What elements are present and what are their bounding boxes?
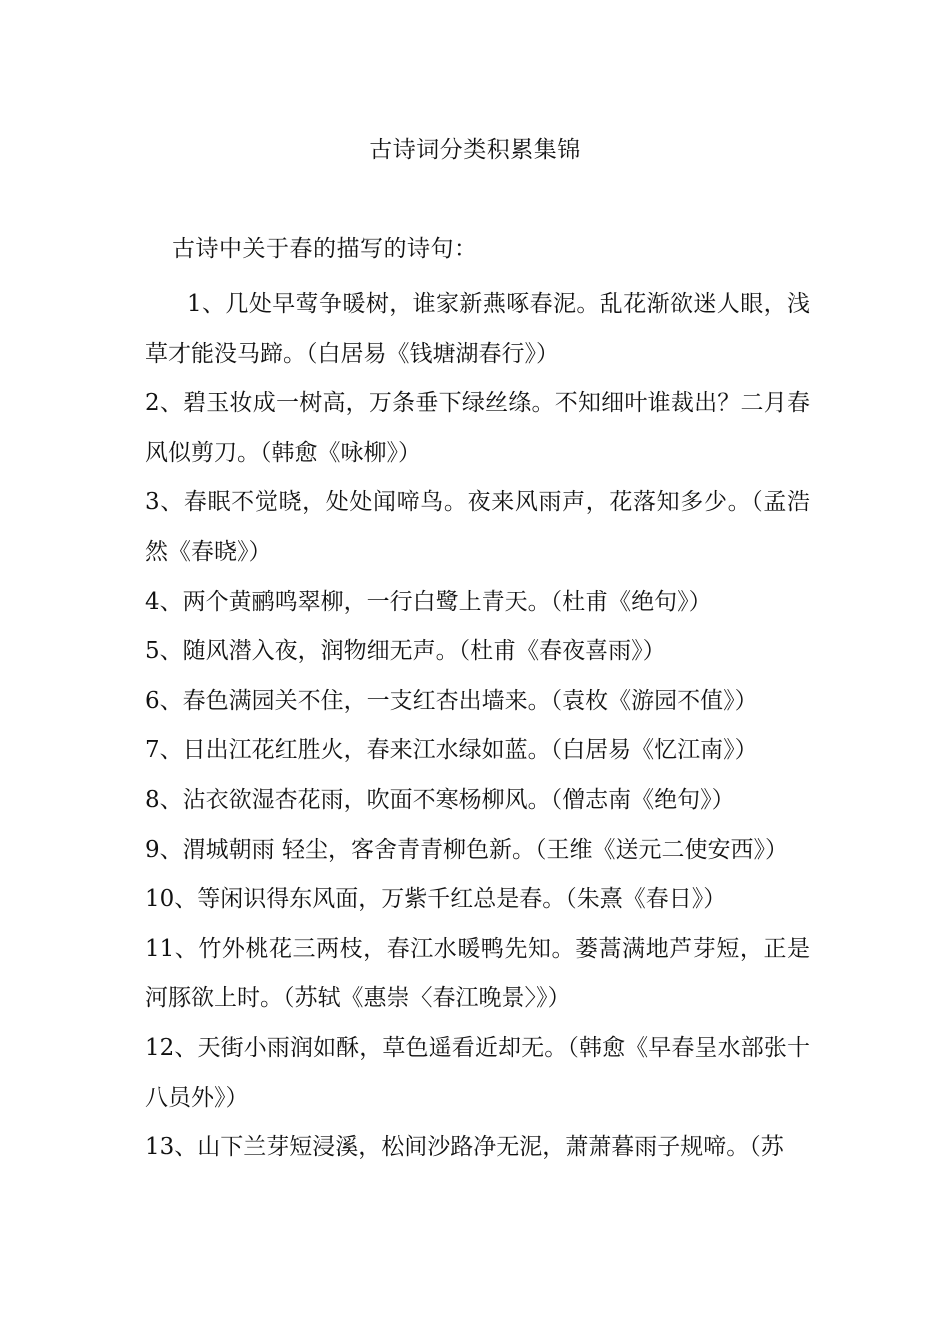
poem-item-2: 2、碧玉妆成一树高，万条垂下绿丝绦。不知细叶谁裁出？二月春风似剪刀。（韩愈《咏柳》）	[145, 390, 810, 466]
poem-item-3: 3、春眠不觉晓，处处闻啼鸟。夜来风雨声，花落知多少。（孟浩然《春晓》）	[145, 489, 810, 565]
poem-item-9: 9、渭城朝雨 轻尘，客舍青青柳色新。（王维《送元二使安西》）	[145, 836, 788, 863]
poem-item-12: 12、天街小雨润如酥，草色遥看近却无。（韩愈《早春呈水部张十八员外》）	[145, 1034, 810, 1111]
section-heading: 古诗中关于春的描写的诗句：	[172, 236, 478, 262]
poem-item-7: 7、日出江花红胜火，春来江水绿如蓝。（白居易《忆江南》）	[145, 737, 758, 764]
poem-item-10: 10、等闲识得东风面，万紫千红总是春。（朱熹《春日》）	[145, 886, 727, 913]
poem-item-5: 5、随风潜入夜，润物细无声。（杜甫《春夜喜雨》）	[145, 638, 666, 665]
document-title: 古诗词分类积累集锦	[369, 137, 581, 163]
poem-list	[145, 280, 810, 1173]
poem-item-13: 13、山下兰芽短浸溪，松间沙路净无泥，萧萧暮雨子规啼。（苏	[145, 1134, 784, 1161]
poem-item-11: 11、竹外桃花三两枝，春江水暖鸭先知。蒌蒿满地芦芽短，正是河豚欲上时。（苏轼《惠崇〈春江晚景〉》）	[145, 935, 810, 1012]
poem-item-4: 4、两个黄鹂鸣翠柳，一行白鹭上青天。（杜甫《绝句》）	[145, 588, 712, 615]
poem-item-8: 8、沾衣欲湿杏花雨，吹面不寒杨柳风。（僧志南《绝句》）	[145, 786, 735, 813]
poem-item-1: 1、几处早莺争暖树，谁家新燕啄春泥。乱花渐欲迷人眼，浅草才能没马蹄。（白居易《钱塘湖春行》）	[145, 291, 810, 367]
poem-item-6: 6、春色满园关不住，一支红杏出墙来。（袁枚《游园不值》）	[145, 687, 758, 714]
